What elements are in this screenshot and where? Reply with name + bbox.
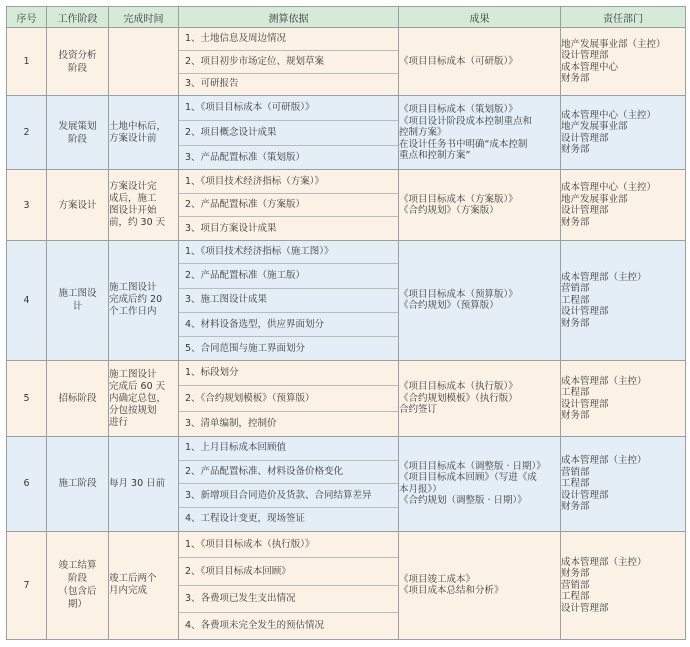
time-text: 进行 xyxy=(109,416,129,428)
stage-cell xyxy=(47,28,109,96)
basis-item: 2、《项目目标成本回顾》 xyxy=(179,558,398,585)
basis-item: 1、标段划分 xyxy=(179,361,398,386)
time-text: 图设计开始 xyxy=(109,205,157,217)
basis-list xyxy=(179,437,398,530)
basis-row xyxy=(179,217,398,240)
basis-row xyxy=(179,312,398,336)
basis-item: 2、产品配置标准、材料设备价格变化 xyxy=(179,460,398,484)
table-row xyxy=(7,170,686,240)
time-cell xyxy=(109,170,179,240)
basis-row xyxy=(179,613,398,639)
basis-cell xyxy=(179,170,399,240)
basis-row xyxy=(179,361,398,386)
basis-list xyxy=(179,241,398,360)
dept-text: 设计管理部 xyxy=(561,398,609,410)
basis-cell xyxy=(179,240,399,360)
basis-cell xyxy=(179,96,399,170)
stage-text: 期） xyxy=(67,599,87,611)
cost-planning-table xyxy=(6,6,686,640)
time-cell xyxy=(109,531,179,639)
header-result: 成果 xyxy=(399,7,561,28)
table-row xyxy=(7,531,686,639)
basis-cell xyxy=(179,361,399,437)
time-text: 内确定总包， xyxy=(109,392,167,404)
result-text: 《项目目标成本回顾》（写进《成 xyxy=(399,472,537,484)
header-stage: 工作阶段 xyxy=(47,7,109,28)
stage-text: 方案设计 xyxy=(58,199,97,211)
time-text: 成后，施工 xyxy=(109,193,157,205)
basis-row xyxy=(179,193,398,217)
time-cell xyxy=(109,437,179,531)
basis-item: 2、产品配置标准（方案版） xyxy=(179,193,398,217)
dept-text: 地产发展事业部 xyxy=(561,193,628,205)
basis-item: 3、清单编制，控制价 xyxy=(185,418,277,430)
basis-item: 3、各费项已发生支出情况 xyxy=(179,585,398,612)
row-number: 3 xyxy=(7,170,47,240)
basis-item: 3、可研报告 xyxy=(185,78,239,90)
basis-row xyxy=(179,288,398,312)
basis-item: 3、项目方案设计成果 xyxy=(185,222,277,234)
row-number: 1 xyxy=(7,28,47,96)
dept-cell xyxy=(561,437,686,531)
time-text: 施工图设计 xyxy=(109,282,157,294)
time-text: 完成后 60 天 xyxy=(109,380,166,392)
basis-row xyxy=(179,73,398,95)
basis-row xyxy=(179,50,398,73)
basis-cell xyxy=(179,437,399,531)
result-text: 重点和控制方案” xyxy=(399,150,471,162)
time-text: 完成后约 20 xyxy=(109,294,163,306)
header-row xyxy=(7,7,686,28)
row-number: 4 xyxy=(7,240,47,360)
dept-text: 成本管理中心（主控） xyxy=(561,182,657,194)
dept-text: 营销部 xyxy=(561,579,590,591)
result-cell xyxy=(399,28,561,96)
dept-cell xyxy=(561,240,686,360)
time-text: 前，约 30 天 xyxy=(109,217,166,229)
dept-cell xyxy=(561,28,686,96)
header-no: 序号 xyxy=(7,7,47,28)
basis-row xyxy=(179,170,398,193)
stage-cell xyxy=(47,361,109,437)
result-text: 《项目目标成本（策划版）》 xyxy=(399,104,518,116)
stage-cell xyxy=(47,170,109,240)
basis-item: 1、上月目标成本回顾值 xyxy=(179,437,398,460)
dept-text: 设计管理部 xyxy=(561,306,609,318)
stage-text: 发展策划 xyxy=(58,120,97,132)
dept-text: 工程部 xyxy=(561,294,590,306)
basis-row xyxy=(179,437,398,460)
dept-text: 工程部 xyxy=(561,387,590,399)
basis-item: 2、《合约规划模板》（预算版） xyxy=(179,386,398,412)
table-row xyxy=(7,361,686,437)
dept-text: 地产发展事业部（主控） xyxy=(561,38,666,50)
time-text: 月内完成 xyxy=(109,585,148,597)
time-cell xyxy=(109,28,179,96)
result-text: 《合约规划》（方案版） xyxy=(399,205,499,217)
dept-cell xyxy=(561,531,686,639)
stage-text: 竣工结算 xyxy=(58,560,97,572)
time-cell xyxy=(109,240,179,360)
dept-text: 成本管理部（主控） xyxy=(561,455,647,467)
basis-row xyxy=(179,28,398,50)
basis-item: 3、新增项目合同造价及货款、合同结算差异 xyxy=(179,484,398,508)
dept-text: 成本管理部（主控） xyxy=(561,556,647,568)
row-number: 2 xyxy=(7,96,47,170)
dept-text: 财务部 xyxy=(561,501,590,513)
basis-item: 3、产品配置标准（策划版） xyxy=(185,151,306,163)
dept-text: 成本管理部（主控） xyxy=(561,271,647,283)
basis-item: 3、施工图设计成果 xyxy=(179,288,398,312)
row-number: 7 xyxy=(7,531,47,639)
basis-item: 2、产品配置标准（施工版） xyxy=(179,264,398,288)
result-cell xyxy=(399,361,561,437)
table-row xyxy=(7,96,686,170)
row-number: 6 xyxy=(7,437,47,531)
basis-row xyxy=(179,532,398,558)
result-cell xyxy=(399,170,561,240)
basis-item: 1、《项目技术经济指标（方案）》 xyxy=(179,170,398,193)
basis-row xyxy=(179,264,398,288)
dept-cell xyxy=(561,170,686,240)
dept-text: 工程部 xyxy=(561,591,590,603)
dept-text: 营销部 xyxy=(561,283,590,295)
result-text: 《合约规划》（预算版） xyxy=(399,300,499,312)
basis-row xyxy=(179,484,398,508)
basis-row xyxy=(179,337,398,360)
header-basis: 测算依据 xyxy=(179,7,399,28)
table-body xyxy=(7,28,686,640)
time-text: 施工图设计 xyxy=(109,368,157,380)
basis-row xyxy=(179,460,398,484)
dept-text: 地产发展事业部 xyxy=(561,121,628,133)
basis-item: 5、合同范围与施工界面划分 xyxy=(185,342,306,354)
dept-text: 财务部 xyxy=(561,144,590,156)
stage-cell xyxy=(47,531,109,639)
basis-row xyxy=(179,120,398,145)
result-cell xyxy=(399,531,561,639)
dept-text: 财务部 xyxy=(561,410,590,422)
result-text: 本月报》） xyxy=(399,483,442,495)
table-row xyxy=(7,240,686,360)
basis-item: 1、《项目目标成本（执行版）》 xyxy=(179,532,398,558)
stage-text: 阶段 xyxy=(67,573,87,585)
header-dept: 责任部门 xyxy=(561,7,686,28)
stage-text: 阶段 xyxy=(67,133,87,145)
basis-cell xyxy=(179,531,399,639)
basis-row xyxy=(179,96,398,120)
basis-item: 1、土地信息及周边情况 xyxy=(179,28,398,50)
time-text: 方案设计完 xyxy=(109,181,157,193)
result-text: 《项目目标成本（预算版）》 xyxy=(399,288,518,300)
table-row xyxy=(7,28,686,96)
time-text: 分包按规划 xyxy=(109,404,157,416)
stage-text: （包含后 xyxy=(58,586,97,598)
stage-text: 阶段 xyxy=(67,62,87,74)
dept-text: 营销部 xyxy=(561,466,590,478)
result-text: 合约签订 xyxy=(399,404,438,416)
result-cell xyxy=(399,96,561,170)
basis-row xyxy=(179,386,398,412)
row-number: 5 xyxy=(7,361,47,437)
basis-list xyxy=(179,96,398,169)
basis-list xyxy=(179,170,398,239)
result-text: 《合约规划（调整版 · 日期）》 xyxy=(399,495,527,507)
table-row xyxy=(7,437,686,531)
basis-row xyxy=(179,412,398,437)
basis-row xyxy=(179,585,398,612)
dept-text: 设计管理部 xyxy=(561,602,609,614)
stage-text: 投资分析 xyxy=(58,49,97,61)
basis-row xyxy=(179,508,398,531)
basis-item: 2、项目概念设计成果 xyxy=(179,120,398,145)
basis-list xyxy=(179,361,398,436)
dept-text: 财务部 xyxy=(561,216,590,228)
basis-item: 1、《项目技术经济指标（施工图）》 xyxy=(179,241,398,264)
stage-text: 计 xyxy=(72,301,83,313)
basis-list xyxy=(179,28,398,95)
result-text: 在设计任务书中明确“成本控制 xyxy=(399,138,528,150)
result-text: 《项目目标成本（可研版）》 xyxy=(399,55,518,67)
time-cell xyxy=(109,96,179,170)
time-text: 个工作日内 xyxy=(109,306,157,318)
result-cell xyxy=(399,240,561,360)
dept-cell xyxy=(561,96,686,170)
dept-cell xyxy=(561,361,686,437)
basis-cell xyxy=(179,28,399,96)
dept-text: 工程部 xyxy=(561,478,590,490)
header-time: 完成时间 xyxy=(109,7,179,28)
result-text: 《项目成本总结和分析》 xyxy=(399,585,504,597)
dept-text: 成本管理中心（主控） xyxy=(561,109,657,121)
stage-text: 施工阶段 xyxy=(58,478,97,490)
result-text: 《项目目标成本（执行版）》 xyxy=(399,381,518,393)
dept-text: 成本管理部（主控） xyxy=(561,375,647,387)
time-text: 每月 30 日前 xyxy=(109,477,166,489)
basis-item: 4、工程设计变更，现场签证 xyxy=(185,513,306,525)
dept-text: 财务部 xyxy=(561,73,590,85)
result-text: 《项目竣工成本》 xyxy=(399,573,476,585)
stage-cell xyxy=(47,437,109,531)
result-text: 《合约规划模板》（执行版） xyxy=(399,392,518,404)
stage-text: 招标阶段 xyxy=(58,393,97,405)
basis-item: 1、《项目目标成本（可研版）》 xyxy=(179,96,398,120)
dept-text: 设计管理部 xyxy=(561,489,609,501)
time-cell xyxy=(109,361,179,437)
basis-list xyxy=(179,532,398,639)
time-text: 土地中标后， xyxy=(109,120,167,132)
result-text: 控制方案》 xyxy=(399,127,447,139)
basis-row xyxy=(179,145,398,169)
basis-row xyxy=(179,558,398,585)
dept-text: 设计管理部 xyxy=(561,132,609,144)
stage-cell xyxy=(47,96,109,170)
result-text: 《项目目标成本（调整版 · 日期）》 xyxy=(399,460,546,472)
basis-item: 4、各费项未完全发生的预估情况 xyxy=(185,620,325,632)
result-text: 《项目目标成本（方案版）》 xyxy=(399,193,518,205)
time-text: 方案设计前 xyxy=(109,132,157,144)
basis-row xyxy=(179,241,398,264)
time-text: 竣工后两个 xyxy=(109,573,157,585)
result-cell xyxy=(399,437,561,531)
dept-text: 设计管理部 xyxy=(561,205,609,217)
stage-text: 施工图设 xyxy=(58,288,97,300)
dept-text: 财务部 xyxy=(561,568,590,580)
dept-text: 成本管理中心 xyxy=(561,61,619,73)
basis-item: 4、材料设备选型，供应界面划分 xyxy=(179,312,398,336)
dept-text: 财务部 xyxy=(561,317,590,329)
dept-text: 设计管理部 xyxy=(561,50,609,62)
stage-cell xyxy=(47,240,109,360)
result-text: 《项目设计阶段成本控制重点和 xyxy=(399,115,533,127)
basis-item: 2、项目初步市场定位、规划草案 xyxy=(179,50,398,73)
